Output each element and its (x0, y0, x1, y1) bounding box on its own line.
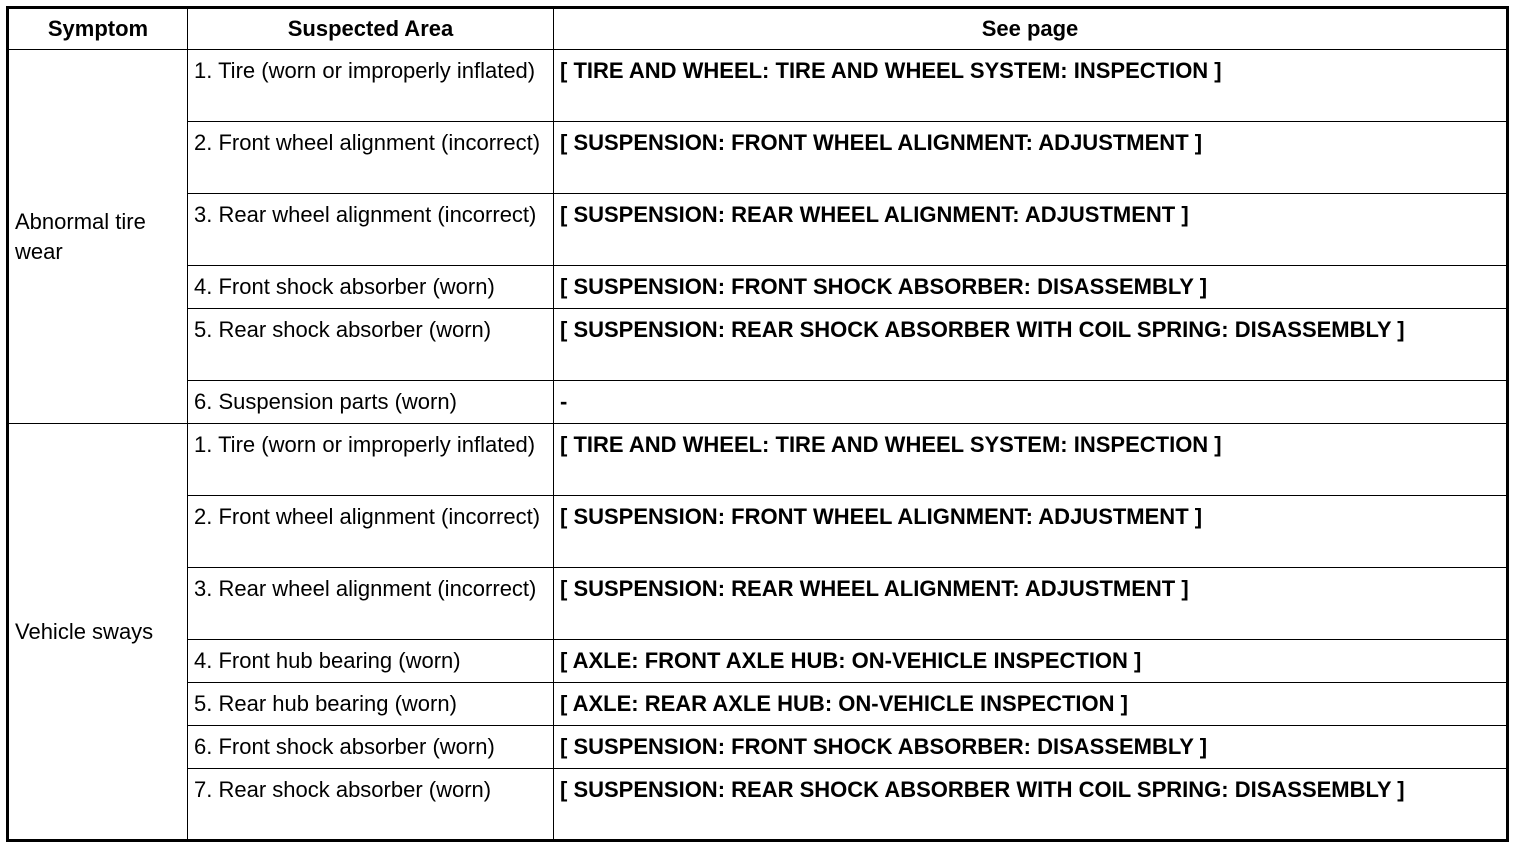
table-row (8, 683, 1508, 726)
table-row (8, 726, 1508, 769)
suspected-area-cell: 6. Suspension parts (worn) (188, 381, 554, 424)
see-page-cell: [ SUSPENSION: FRONT WHEEL ALIGNMENT: ADJUSTMENT ] (554, 122, 1508, 194)
suspected-area-cell: 2. Front wheel alignment (incorrect) (188, 122, 554, 194)
see-page-cell: [ SUSPENSION: REAR WHEEL ALIGNMENT: ADJUSTMENT ] (554, 194, 1508, 266)
table-row (8, 266, 1508, 309)
table-row (8, 122, 1508, 194)
table-row (8, 309, 1508, 381)
header-see-page: See page (554, 8, 1508, 50)
suspected-area-cell: 2. Front wheel alignment (incorrect) (188, 496, 554, 568)
table-row (8, 424, 1508, 496)
table-header-row (8, 8, 1508, 50)
see-page-cell: [ SUSPENSION: REAR WHEEL ALIGNMENT: ADJUSTMENT ] (554, 568, 1508, 640)
symptom-cell: Vehicle sways (8, 424, 188, 841)
troubleshooting-table (6, 6, 1509, 842)
table-row (8, 496, 1508, 568)
see-page-cell: [ SUSPENSION: REAR SHOCK ABSORBER WITH COIL SPRING: DISASSEMBLY ] (554, 769, 1508, 841)
table-row (8, 50, 1508, 122)
see-page-cell: [ SUSPENSION: FRONT SHOCK ABSORBER: DISASSEMBLY ] (554, 726, 1508, 769)
header-suspected-area: Suspected Area (188, 8, 554, 50)
symptom-cell: Abnormal tire wear (8, 50, 188, 424)
troubleshooting-table-container (6, 6, 1509, 842)
see-page-cell: - (554, 381, 1508, 424)
see-page-cell: [ AXLE: REAR AXLE HUB: ON-VEHICLE INSPECTION ] (554, 683, 1508, 726)
suspected-area-cell: 5. Rear hub bearing (worn) (188, 683, 554, 726)
see-page-cell: [ TIRE AND WHEEL: TIRE AND WHEEL SYSTEM: INSPECTION ] (554, 424, 1508, 496)
see-page-cell: [ SUSPENSION: REAR SHOCK ABSORBER WITH COIL SPRING: DISASSEMBLY ] (554, 309, 1508, 381)
suspected-area-cell: 3. Rear wheel alignment (incorrect) (188, 194, 554, 266)
suspected-area-cell: 4. Front hub bearing (worn) (188, 640, 554, 683)
suspected-area-cell: 3. Rear wheel alignment (incorrect) (188, 568, 554, 640)
suspected-area-cell: 7. Rear shock absorber (worn) (188, 769, 554, 841)
table-row (8, 640, 1508, 683)
table-row (8, 568, 1508, 640)
suspected-area-cell: 6. Front shock absorber (worn) (188, 726, 554, 769)
suspected-area-cell: 5. Rear shock absorber (worn) (188, 309, 554, 381)
see-page-cell: [ SUSPENSION: FRONT WHEEL ALIGNMENT: ADJUSTMENT ] (554, 496, 1508, 568)
see-page-cell: [ AXLE: FRONT AXLE HUB: ON-VEHICLE INSPECTION ] (554, 640, 1508, 683)
table-row (8, 769, 1508, 841)
see-page-cell: [ TIRE AND WHEEL: TIRE AND WHEEL SYSTEM: INSPECTION ] (554, 50, 1508, 122)
see-page-cell: [ SUSPENSION: FRONT SHOCK ABSORBER: DISASSEMBLY ] (554, 266, 1508, 309)
table-row (8, 194, 1508, 266)
suspected-area-cell: 4. Front shock absorber (worn) (188, 266, 554, 309)
suspected-area-cell: 1. Tire (worn or improperly inflated) (188, 424, 554, 496)
suspected-area-cell: 1. Tire (worn or improperly inflated) (188, 50, 554, 122)
table-row (8, 381, 1508, 424)
header-symptom: Symptom (8, 8, 188, 50)
